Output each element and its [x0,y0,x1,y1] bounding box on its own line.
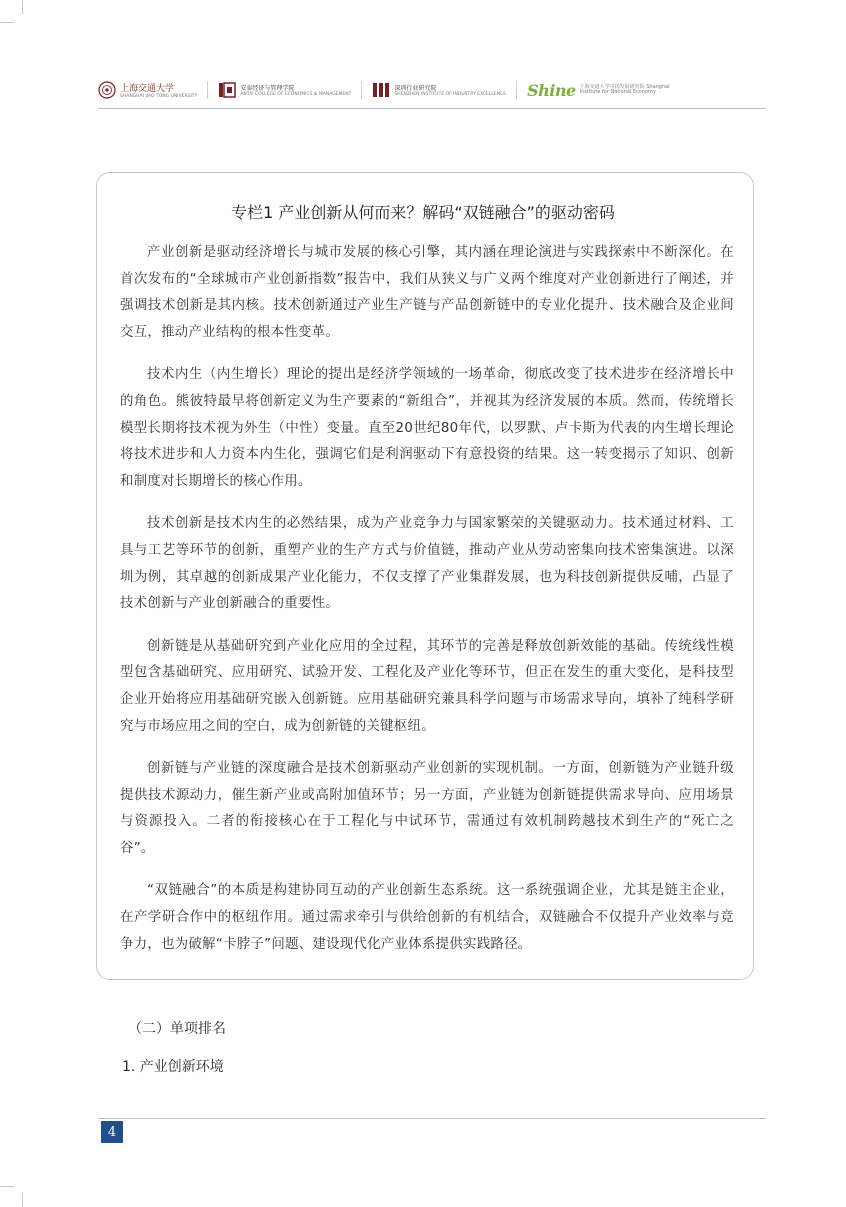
logo-divider [361,81,362,99]
column-paragraph: 创新链是从基础研究到产业化应用的全过程，其环节的完善是释放创新效能的基础。传统线性模型包含基础研究、应用研究、试验开发、工程化及产业化等环节，但正在发生的重大变化，是科技型企业开始将应用基础研究嵌入创新链。应用基础研究兼具科学问题与市场需求导向，填补了纯科学研究与市场应用之间的空白，成为创新链的关键枢纽。 [120,638,734,734]
logo-shine-sub: 上海交通大学中国发展研究院 Shanghai Institute for National Economy [579,84,670,95]
column-paragraph: “双链融合”的本质是构建协同互动的产业创新生态系统。这一系统强调企业，尤其是链主企业，在产学研合作中的枢纽作用。通过需求牵引与供给创新的有机结合，双链融合不仅提升产业效率与竞争力，也为破解“卡脖子”问题、建设现代化产业体系提供实践路径。 [120,883,734,952]
sjtu-seal-icon [98,81,116,99]
logo-divider [207,81,208,99]
logo-antai [218,81,351,99]
logo-sjtu-name: 上海交通大学 [120,84,175,94]
section-heading: （二）单项排名 [128,1021,226,1037]
crop-mark [22,0,23,14]
logo-divider [516,81,517,99]
antai-mark-icon [218,81,236,99]
page-number: 4 [101,1121,123,1143]
column-paragraph: 创新链与产业链的深度融合是技术创新驱动产业创新的实现机制。一方面，创新链为产业链升级提供技术源动力，催生新产业或高附加值环节；另一方面，产业链为创新链提供需求导向、应用场景与资源投入。二者的衔接核心在于工程化与中试环节，需通过有效机制跨越技术到生产的“死亡之谷”。 [120,761,734,856]
column-paragraph: 技术内生（内生增长）理论的提出是经济学领域的一场革命，彻底改变了技术进步在经济增长中的角色。熊彼特最早将创新定义为生产要素的“新组合”，并视其为经济发展的本质。然而，传统增长模型长期将技术视为外生（中性）变量。直至20世纪80年代，以罗默、卢卡斯为代表的内生增长理论将技术进步和人力资本内生化，强调它们是利润驱动下有意投资的结果。这一转变揭示了知识、创新和制度对长期增长的核心作用。 [120,367,734,489]
section-subheading: 1. 产业创新环境 [122,1059,224,1075]
crop-mark [22,1193,23,1207]
logo-antai-name: 安泰经济与管理学院 [240,85,295,92]
logo-shine [527,81,670,100]
logo-shine-wordmark: Shine [527,80,576,100]
logo-antai-sub: ANTAI COLLEGE OF ECONOMICS & MANAGEMENT [240,92,352,97]
shenzhen-mark-icon [372,81,390,99]
logo-shenzhen-name: 深圳行业研究院 [394,85,437,92]
column-paragraph: 技术创新是技术内生的必然结果，成为产业竞争力与国家繁荣的关键驱动力。技术通过材料、工具与工艺等环节的创新，重塑产业的生产方式与价值链，推动产业从劳动密集向技术密集演进。以深圳为例，其卓越的创新成果产业化能力，不仅支撑了产业集群发展，也为科技创新提供反哺，凸显了技术创新与产业创新融合的重要性。 [120,516,734,612]
column-title: 专栏1 产业创新从何而来？解码“双链融合”的驱动密码 [231,203,615,222]
logo-sjtu-sub: SHANGHAI JIAO TONG UNIVERSITY [120,94,198,99]
crop-mark [0,1186,14,1187]
column-paragraph: 产业创新是驱动经济增长与城市发展的核心引擎，其内涵在理论演进与实践探索中不断深化。在首次发布的“全球城市产业创新指数”报告中，我们从狭义与广义两个维度对产业创新进行了阐述，并强调技术创新是其内核。技术创新通过产业生产链与产品创新链中的专业化提升、技术融合及企业间交互，推动产业结构的根本性变革。 [120,245,734,340]
logo-shenzhen-sub: SHENZHEN INSTITUTE OF INDUSTRY EXCELLENCE [394,92,507,97]
header-divider [98,108,766,109]
logo-sjtu [98,81,197,99]
footer-divider [98,1118,766,1119]
crop-mark [0,22,14,23]
header-logo-bar [98,72,766,108]
logo-shenzhen [372,81,506,99]
column-body [120,240,734,974]
